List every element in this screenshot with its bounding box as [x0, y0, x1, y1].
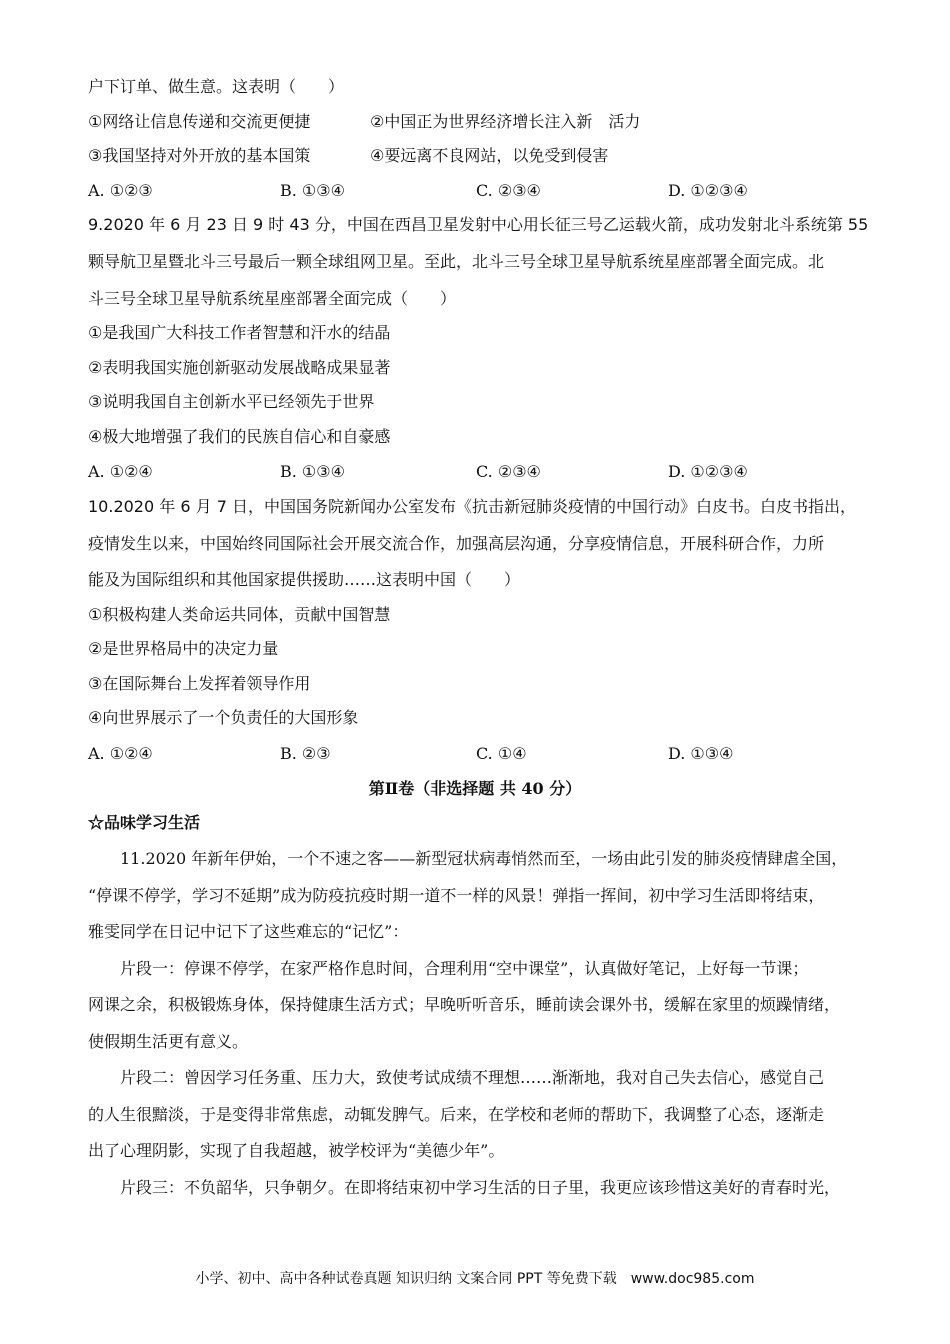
q10-stem-line-2: 疫情发生以来，中国始终同国际社会开展交流合作，加强高层沟通，分享疫情信息，开展科研合作，力所 [88, 534, 825, 553]
q8-statement-1: ①网络让信息传递和交流更便捷 [88, 112, 311, 131]
q11-fragment-2-line-3: 出了心理阴影，实现了自我超越，被学校评为“美德少年”。 [88, 1141, 505, 1160]
part-heading: ☆品味学习生活 [88, 813, 201, 832]
q11-paragraph-1-line-1: 11.2020 年新年伊始，一个不速之客——新型冠状病毒悄然而至，一场由此引发的肺炎疫情肆虐全国， [120, 849, 848, 868]
q9-statement-1: ①是我国广大科技工作者智慧和汗水的结晶 [88, 323, 391, 342]
q9-option-b: B. ①③④ [280, 462, 345, 481]
q9-option-c: C. ②③④ [476, 462, 541, 481]
q9-stem-line-1: 9.2020 年 6 月 23 日 9 时 43 分，中国在西昌卫星发射中心用长征三号乙运载火箭，成功发射北斗系统第 55 [88, 215, 869, 234]
q9-stem-line-2: 颗导航卫星暨北斗三号最后一颗全球组网卫星。至此，北斗三号全球卫星导航系统星座部署全面完成。北 [88, 252, 825, 271]
q8-statement-4: ④要远离不良网站，以免受到侵害 [370, 146, 609, 165]
q11-fragment-2-line-2: 的人生很黯淡，于是变得非常焦虑，动辄发脾气。后来，在学校和老师的帮助下，我调整了心态，逐渐走 [88, 1105, 825, 1124]
q9-statement-2: ②表明我国实施创新驱动发展战略成果显著 [88, 358, 391, 377]
q8-statement-3: ③我国坚持对外开放的基本国策 [88, 146, 311, 165]
q10-statement-2: ②是世界格局中的决定力量 [88, 639, 279, 658]
q9-stem-line-3: 斗三号全球卫星导航系统星座部署全面完成（ ） [88, 289, 457, 308]
q10-stem-line-3: 能及为国际组织和其他国家提供援助……这表明中国（ ） [88, 570, 521, 589]
q8-stem: 户下订单、做生意。这表明（ ） [88, 77, 345, 96]
q10-statement-4: ④向世界展示了一个负责任的大国形象 [88, 708, 359, 727]
q10-option-d: D. ①③④ [668, 744, 734, 763]
q10-statement-1: ①积极构建人类命运共同体，贡献中国智慧 [88, 605, 391, 624]
q10-stem-line-1: 10.2020 年 6 月 7 日，中国国务院新闻办公室发布《抗击新冠肺炎疫情的中国行动》白皮书。白皮书指出， [88, 497, 856, 516]
q8-option-d: D. ①②③④ [668, 181, 748, 200]
page-footer: 小学、初中、高中各种试卷真题 知识归纳 文案合同 PPT 等免费下载 www.doc985.com [195, 1271, 755, 1287]
q9-statement-3: ③说明我国自主创新水平已经领先于世界 [88, 392, 375, 411]
q10-option-c: C. ①④ [476, 744, 527, 763]
q8-statement-2: ②中国正为世界经济增长注入新 活力 [370, 112, 641, 131]
q8-option-a: A. ①②③ [88, 181, 153, 200]
q8-option-c: C. ②③④ [476, 181, 541, 200]
q10-option-a: A. ①②④ [88, 744, 153, 763]
section-2-title: 第Ⅱ卷（非选择题 共 40 分） [368, 779, 582, 798]
q11-fragment-2-line-1: 片段二：曾因学习任务重、压力大，致使考试成绩不理想……渐渐地，我对自己失去信心，感觉自己 [120, 1068, 825, 1087]
q11-paragraph-1-line-3: 雅雯同学在日记中记下了这些难忘的“记忆”： [88, 922, 409, 941]
q9-option-a: A. ①②④ [88, 462, 153, 481]
q11-fragment-1-line-1: 片段一：停课不停学，在家严格作息时间，合理利用“空中课堂”，认真做好笔记，上好每一节课； [120, 959, 809, 978]
q10-statement-3: ③在国际舞台上发挥着领导作用 [88, 674, 311, 693]
q11-paragraph-1-line-2: “停课不停学，学习不延期”成为防疫抗疫时期一道不一样的风景！弹指一挥间，初中学习生活即将结束， [88, 886, 825, 905]
q11-fragment-1-line-2: 网课之余，积极锻炼身体，保持健康生活方式；早晚听听音乐，睡前读会课外书，缓解在家里的烦躁情绪， [88, 995, 841, 1014]
q9-statement-4: ④极大地增强了我们的民族自信心和自豪感 [88, 427, 391, 446]
q9-option-d: D. ①②③④ [668, 462, 748, 481]
q11-fragment-3-line-1: 片段三：不负韶华，只争朝夕。在即将结束初中学习生活的日子里，我更应该珍惜这美好的青春时光， [120, 1178, 841, 1197]
q8-option-b: B. ①③④ [280, 181, 345, 200]
q10-option-b: B. ②③ [280, 744, 331, 763]
q11-fragment-1-line-3: 使假期生活更有意义。 [88, 1032, 249, 1051]
